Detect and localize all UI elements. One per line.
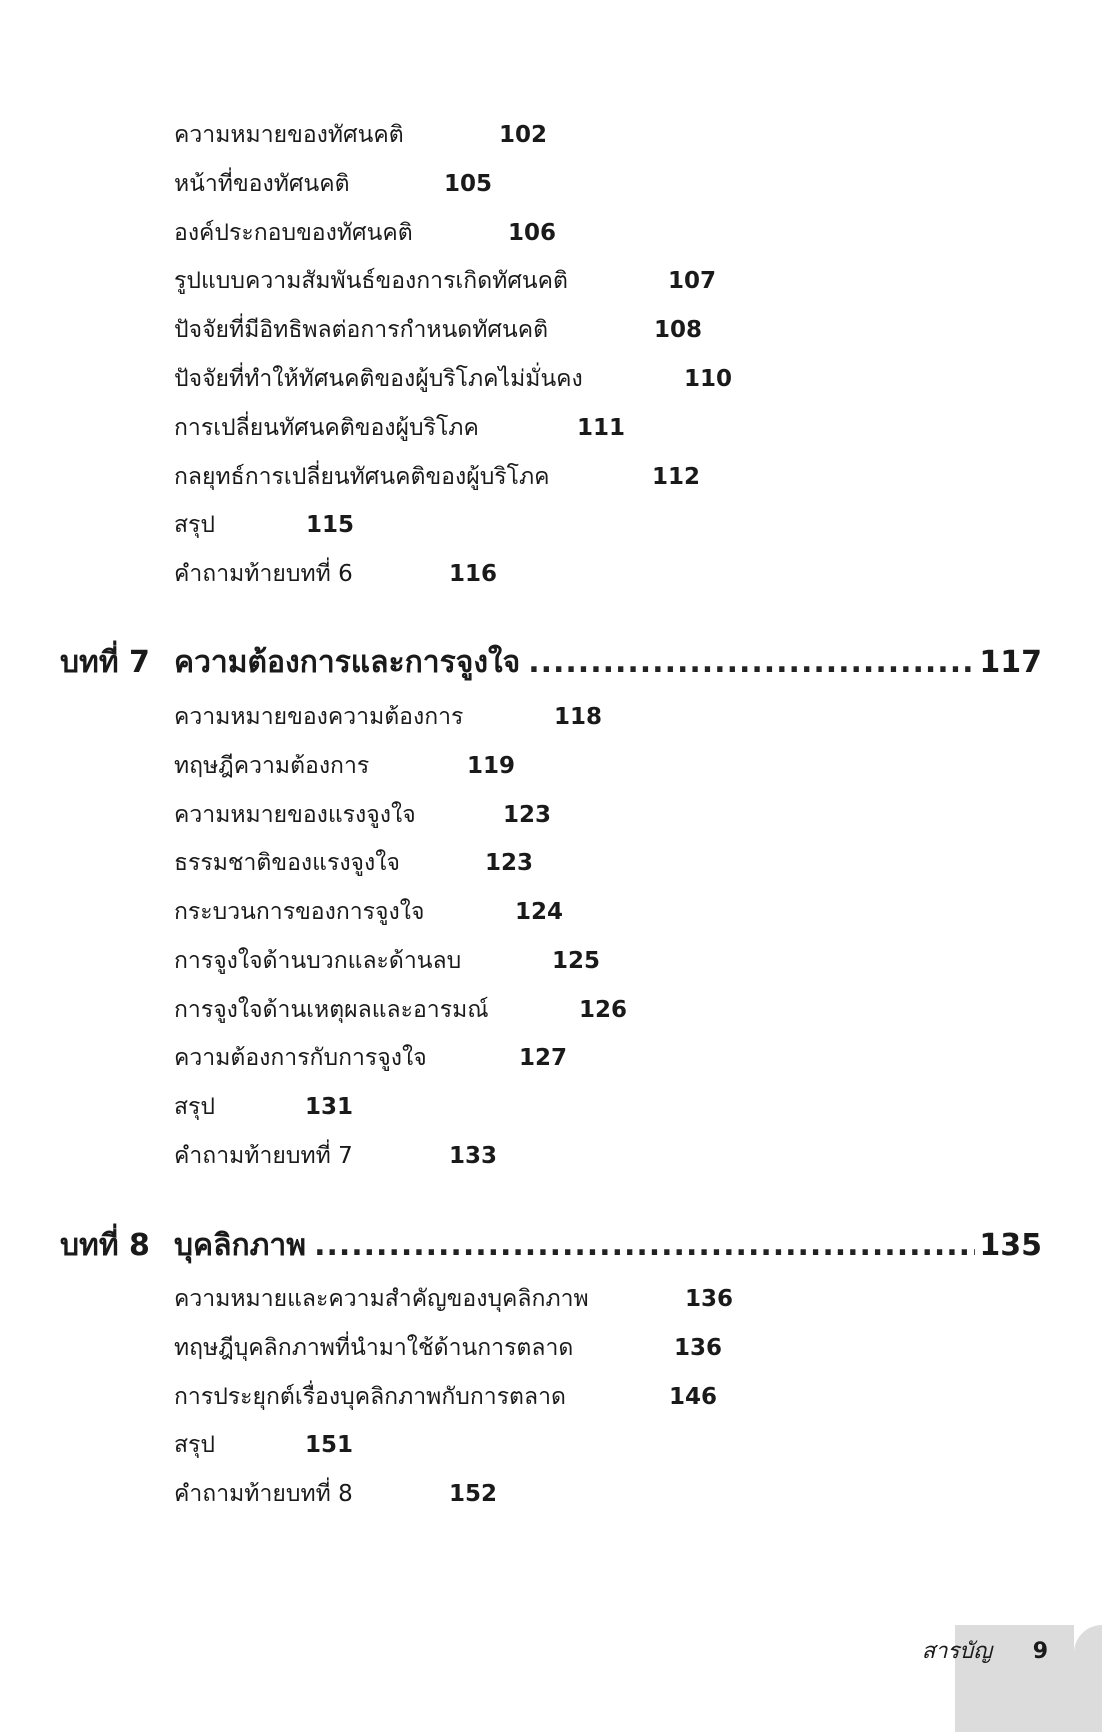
toc-entry-page: 123: [503, 802, 552, 828]
toc-entry-page: 119: [467, 753, 516, 779]
toc-entry-title: คำถามท้ายบทที่ 8: [174, 1481, 353, 1507]
toc-entry: [174, 505, 354, 545]
toc-entry-page: 136: [674, 1335, 723, 1361]
toc-entry: [174, 1136, 497, 1176]
toc-entry-title: การจูงใจด้านเหตุผลและอารมณ์: [174, 997, 489, 1023]
toc-entry-title: หน้าที่ของทัศนคติ: [174, 171, 350, 197]
chapter-number: บทที่ 7: [60, 645, 150, 680]
toc-entry-title: ความต้องการกับการจูงใจ: [174, 1045, 427, 1071]
toc-entry-title: องค์ประกอบของทัศนคติ: [174, 220, 413, 246]
toc-entry: [174, 892, 563, 932]
toc-entry-page: 151: [305, 1432, 354, 1458]
toc-entry-title: คำถามท้ายบทที่ 6: [174, 561, 353, 587]
toc-entry: [174, 843, 533, 883]
toc-entry-title: ปัจจัยที่มีอิทธิพลต่อการกำหนดทัศนคติ: [174, 317, 549, 343]
toc-entry-title: สรุป: [174, 1094, 215, 1120]
toc-entry-page: 111: [577, 415, 626, 441]
toc-entry: [174, 310, 702, 350]
toc-entry-page: 115: [306, 512, 355, 538]
toc-entry: [174, 941, 600, 981]
toc-entry: [174, 990, 627, 1030]
footer-section-label: สารบัญ: [921, 1639, 992, 1664]
toc-entry: [174, 1425, 353, 1465]
toc-entry: [174, 1474, 497, 1514]
toc-entry-page: 116: [449, 561, 498, 587]
toc-entry-page: 127: [519, 1045, 568, 1071]
toc-entry-title: สรุป: [174, 512, 215, 538]
toc-entry: [174, 457, 700, 497]
toc-entry-title: กระบวนการของการจูงใจ: [174, 899, 425, 925]
dot-leader: [314, 1221, 975, 1271]
toc-entry-page: 125: [552, 948, 601, 974]
toc-entry-title: กลยุทธ์การเปลี่ยนทัศนคติของผู้บริโภค: [174, 464, 550, 490]
toc-entry-title: การจูงใจด้านบวกและด้านลบ: [174, 948, 462, 974]
toc-entry-page: 136: [685, 1286, 734, 1312]
toc-entry-page: 110: [684, 366, 733, 392]
chapter-page: 135: [979, 1228, 1042, 1263]
toc-entry: [174, 261, 716, 301]
toc-entry-page: 105: [444, 171, 493, 197]
chapter-heading: [60, 1221, 1042, 1271]
toc-entry-title: ปัจจัยที่ทำให้ทัศนคติของผู้บริโภคไม่มั่นคง: [174, 366, 583, 392]
chapter-heading: [60, 638, 1042, 688]
toc-entry-title: ความหมายของทัศนคติ: [174, 122, 404, 148]
toc-entry: [174, 697, 602, 737]
footer-page-number: 9: [1032, 1639, 1048, 1664]
toc-entry-title: ทฤษฎีความต้องการ: [174, 753, 370, 779]
toc-entry: [174, 1279, 733, 1319]
toc-entry-title: ความหมายของความต้องการ: [174, 704, 464, 730]
toc-entry: [174, 1377, 717, 1417]
toc-entry-page: 108: [654, 317, 703, 343]
toc-entry: [174, 213, 556, 253]
toc-entry-page: 102: [499, 122, 548, 148]
toc-entry-page: 152: [449, 1481, 498, 1507]
toc-entry-page: 107: [668, 268, 717, 294]
toc-entry-title: สรุป: [174, 1432, 215, 1458]
toc-entry-page: 133: [449, 1143, 498, 1169]
toc-entry-page: 106: [508, 220, 557, 246]
chapter-page: 117: [979, 645, 1042, 680]
chapter-number: บทที่ 8: [60, 1228, 150, 1263]
toc-entry-page: 126: [579, 997, 628, 1023]
toc-entry-page: 112: [652, 464, 701, 490]
toc-entry-page: 124: [515, 899, 564, 925]
toc-entry-title: การประยุกต์เรื่องบุคลิกภาพกับการตลาด: [174, 1384, 566, 1410]
toc-entry-title: การเปลี่ยนทัศนคติของผู้บริโภค: [174, 415, 479, 441]
toc-entry-title: ทฤษฎีบุคลิกภาพที่นำมาใช้ด้านการตลาด: [174, 1335, 574, 1361]
dot-leader: [528, 638, 975, 688]
toc-entry: [174, 1087, 353, 1127]
toc-entry: [174, 1328, 722, 1368]
toc-entry: [174, 554, 497, 594]
page-corner-curve: [1074, 1625, 1102, 1653]
toc-entry-title: ธรรมชาติของแรงจูงใจ: [174, 850, 400, 876]
toc-entry-page: 146: [669, 1384, 718, 1410]
toc-entry: [174, 164, 492, 204]
toc-entry-title: ความหมายและความสำคัญของบุคลิกภาพ: [174, 1286, 589, 1312]
toc-entry: [174, 115, 547, 155]
toc-entry: [174, 408, 625, 448]
toc-entry: [174, 746, 515, 786]
toc-entry-title: รูปแบบความสัมพันธ์ของการเกิดทัศนคติ: [174, 268, 568, 294]
chapter-title: ความต้องการและการจูงใจ: [174, 645, 521, 680]
chapter-title: บุคลิกภาพ: [174, 1228, 307, 1263]
toc-entry: [174, 795, 551, 835]
toc-entry-title: ความหมายของแรงจูงใจ: [174, 802, 416, 828]
toc-entry-page: 118: [554, 704, 603, 730]
toc-entry: [174, 1038, 567, 1078]
toc-entry: [174, 359, 732, 399]
toc-entry-page: 131: [305, 1094, 354, 1120]
toc-entry-title: คำถามท้ายบทที่ 7: [174, 1143, 353, 1169]
toc-entry-page: 123: [485, 850, 534, 876]
